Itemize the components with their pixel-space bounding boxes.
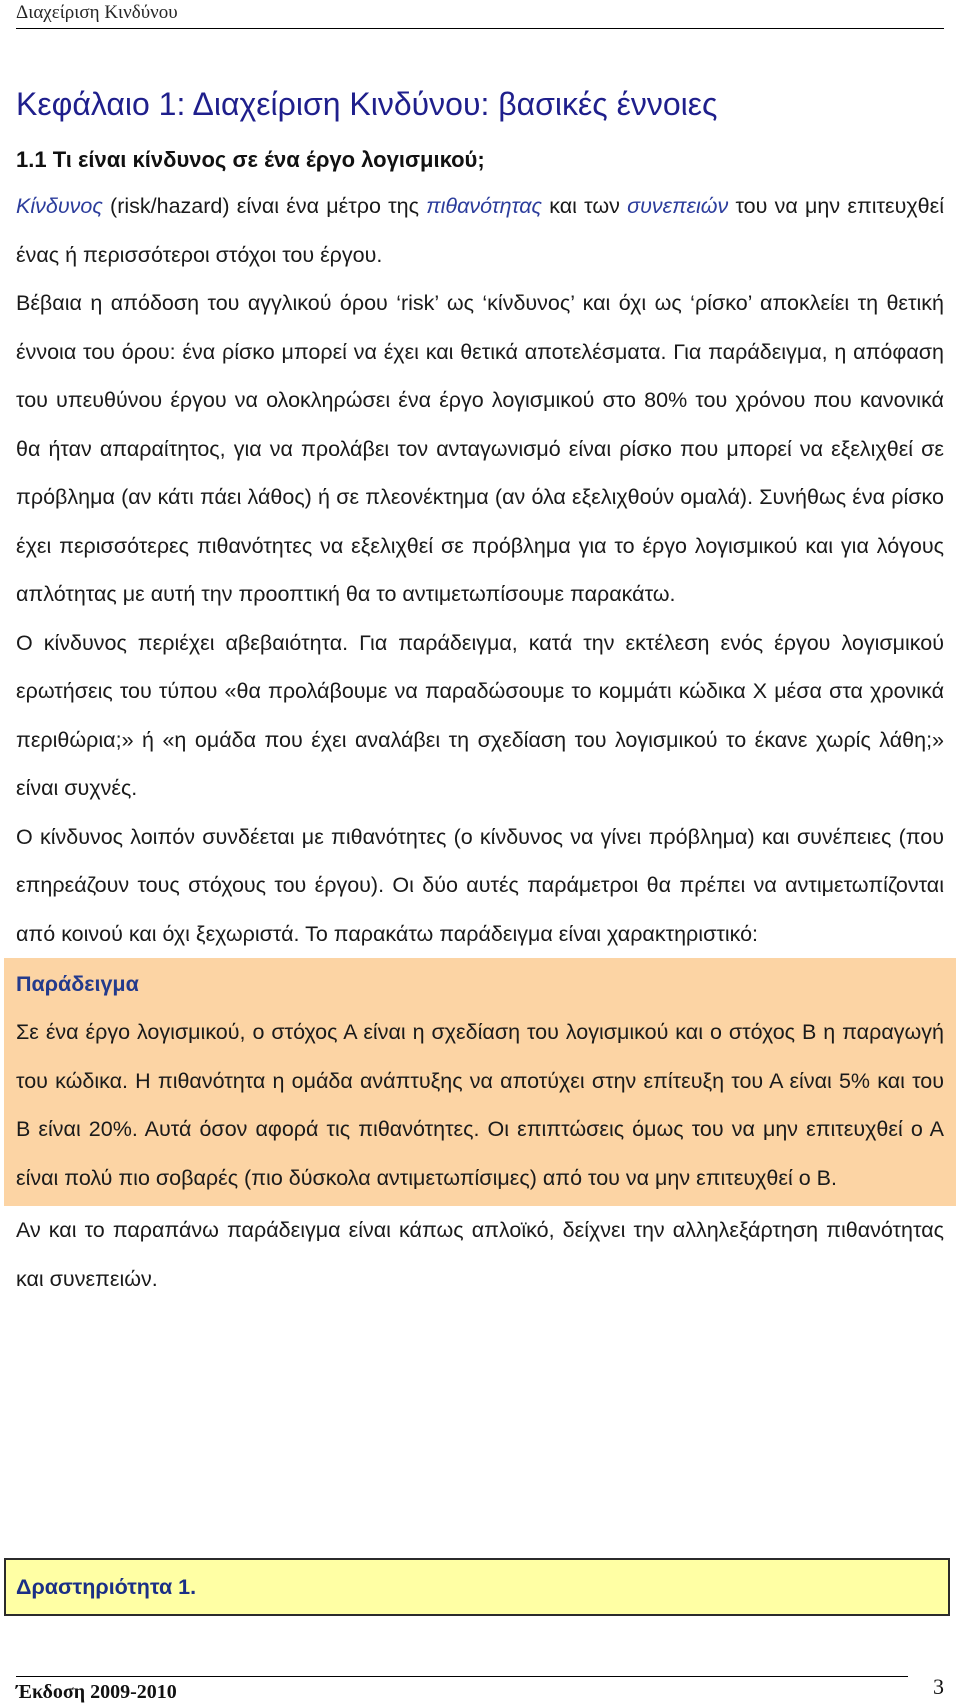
term-consequences: συνεπειών xyxy=(627,194,729,218)
chapter-title: Κεφάλαιο 1: Διαχείριση Κινδύνου: βασικές έννοιες xyxy=(16,86,718,122)
running-header: Διαχείριση Κινδύνου xyxy=(16,2,178,23)
activity-title: Δραστηριότητα 1. xyxy=(16,1575,197,1599)
footer-rule xyxy=(16,1676,908,1677)
definition-text-3: του να μην επιτευχθεί ένας ή περισσότεροι στόχοι του έργου. xyxy=(16,194,944,267)
paragraph-after-example: Αν και το παραπάνω παράδειγμα είναι κάπως απλοϊκό, δείχνει την αλληλεξάρτηση πιθανότητας και συνεπειών. xyxy=(16,1218,944,1291)
paragraph-risk-term: Βέβαια η απόδοση του αγγλικού όρου ‘risk’ ως ‘κίνδυνος’ και όχι ως ‘ρίσκο’ αποκλείει τη θετική έννοια του όρου: ένα ρίσκο μπορεί να έχει και θετικά αποτελέσματα. Για παράδειγμα, η απόφαση του υπευθύνου έργου να ολοκληρώσει ένα έργο λογισμικού στο 80% του χρόνου που κανονικά θα ήταν απαραίτητος, για να προλάβει τον ανταγωνισμό είναι ρίσκο που μπορεί να εξελιχθεί σε πρόβλημα (αν κάτι πάει λάθος) ή σε πλεονέκτημα (αν όλα εξελιχθούν ομαλά). Συνήθως ένα ρίσκο έχει περισσότερες πιθανότητες να εξελιχθεί σε πρόβλημα για το έργο λογισμικού και για λόγους απλότητας με αυτή την προοπτική θα το αντιμετωπίσουμε παρακάτω. xyxy=(16,291,944,606)
definition-text-2: και των xyxy=(542,194,628,218)
definition-text-1: (risk/hazard) είναι ένα μέτρο της xyxy=(102,194,427,218)
page-content xyxy=(16,78,944,1303)
example-text: Σε ένα έργο λογισμικού, ο στόχος Α είναι η σχεδίαση του λογισμικού και ο στόχος Β η παραγωγή του κώδικα. Η πιθανότητα η ομάδα ανάπτυξης να αποτύχει στην επίτευξη του Α είναι 5% και του Β είναι 20%. Αυτά όσον αφορά τις πιθανότητες. Οι επιπτώσεις όμως του να μην επιτευχθεί ο Α είναι πολύ πιο σοβαρές (πιο δύσκολα αντιμετωπίσιμες) από του να μην επιτευχθεί ο Β. xyxy=(16,1020,944,1190)
definition-paragraph xyxy=(16,182,944,279)
example-title: Παράδειγμα xyxy=(16,972,139,996)
activity-box xyxy=(4,1558,950,1616)
paragraph-relation: Ο κίνδυνος λοιπόν συνδέεται με πιθανότητες (ο κίνδυνος να γίνει πρόβλημα) και συνέπειες (που επηρεάζουν τους στόχους του έργου). Οι δύο αυτές παράμετροι θα πρέπει να αντιμετωπίζονται από κοινού και όχι ξεχωριστά. Το παρακάτω παράδειγμα είναι χαρακτηριστικό: xyxy=(16,824,944,946)
term-probability: πιθανότητας xyxy=(426,194,543,218)
section-title: 1.1 Τι είναι κίνδυνος σε ένα έργο λογισμικού; xyxy=(16,147,485,172)
example-box xyxy=(4,958,956,1206)
paragraph-uncertainty: Ο κίνδυνος περιέχει αβεβαιότητα. Για παράδειγμα, κατά την εκτέλεση ενός έργου λογισμικού ερωτήσεις του τύπου «θα προλάβουμε να παραδώσουμε το κομμάτι κώδικα Χ μέσα στα χρονικά περιθώρια;» ή «η ομάδα που έχει αναλάβει τη σχεδίαση του λογισμικού το έκανε χωρίς λάθη;» είναι συχνές. xyxy=(16,630,944,800)
footer-edition: Έκδοση 2009-2010 xyxy=(16,1681,177,1703)
page-number: 3 xyxy=(933,1674,944,1699)
header-rule xyxy=(16,28,944,29)
term-risk: Κίνδυνος xyxy=(16,194,103,218)
